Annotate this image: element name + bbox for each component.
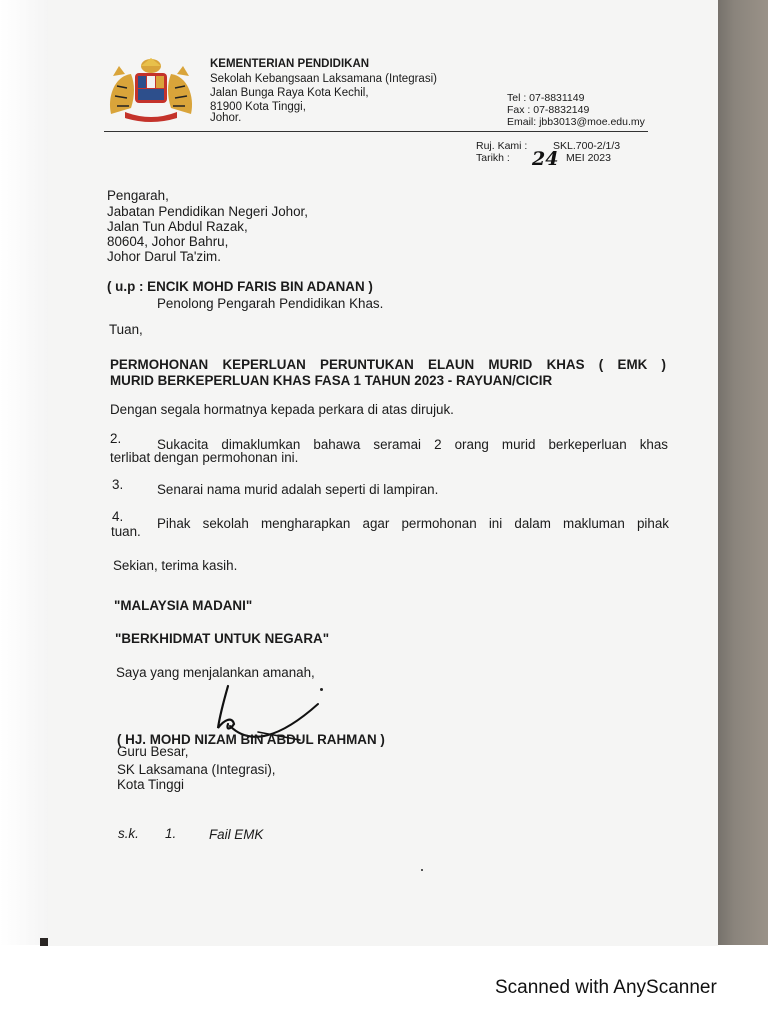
closing-line: Sekian, terima kasih. (113, 558, 238, 573)
ink-dot (320, 688, 323, 691)
paragraph-2-line-2: terlibat dengan permohonan ini. (110, 450, 299, 465)
paper-speck (421, 869, 423, 871)
signoff-trust: Saya yang menjalankan amanah, (116, 665, 315, 680)
attention-position: Penolong Pengarah Pendidikan Khas. (157, 296, 384, 311)
signatory-title: Guru Besar, (117, 744, 189, 759)
recipient-line-1: Pengarah, (107, 188, 169, 203)
paragraph-2-line-1: Sukacita dimaklumkan bahawa seramai 2 orang murid berkeperluan khas (157, 437, 668, 452)
cc-label: s.k. (118, 826, 139, 841)
recipient-line-2: Jabatan Pendidikan Negeri Johor, (107, 204, 308, 219)
ministry-name: KEMENTERIAN PENDIDIKAN (210, 58, 370, 70)
reference-label: Ruj. Kami : (476, 140, 528, 152)
paragraph-3-number: 3. (112, 477, 124, 492)
address-line-3: Johor. (210, 112, 242, 124)
subject-line-2: MURID BERKEPERLUAN KHAS FASA 1 TAHUN 2023 - RAYUAN/CICIR (110, 373, 553, 388)
school-name: Sekolah Kebangsaan Laksamana (Integrasi) (210, 73, 437, 85)
recipient-line-3: Jalan Tun Abdul Razak, (107, 219, 248, 234)
recipient-line-5: Johor Darul Ta'zim. (107, 249, 221, 264)
scan-edge-right (712, 0, 768, 945)
cc-item: Fail EMK (209, 827, 264, 842)
slogan-malaysia-madani: "MALAYSIA MADANI" (114, 598, 253, 613)
recipient-line-4: 80604, Johor Bahru, (107, 234, 229, 249)
address-line-1: Jalan Bunga Raya Kota Kechil, (210, 87, 369, 99)
signatory-school: SK Laksamana (Integrasi), (117, 762, 276, 777)
subject-line-1: PERMOHONAN KEPERLUAN PERUNTUKAN ELAUN MURID KHAS ( EMK ) (110, 357, 666, 372)
paragraph-4-number: 4. (112, 509, 124, 524)
attention-line: ( u.p : ENCIK MOHD FARIS BIN ADANAN ) (107, 279, 373, 294)
paragraph-1: Dengan segala hormatnya kepada perkara di atas dirujuk. (110, 402, 454, 417)
date-label: Tarikh : (476, 152, 510, 164)
salutation: Tuan, (109, 322, 143, 337)
reference-value: SKL.700-2/1/3 (553, 140, 621, 152)
date-day-handwritten: 24 (532, 148, 559, 170)
paragraph-4-line-2: tuan. (111, 524, 141, 539)
email-address: Email: jbb3013@moe.edu.my (507, 116, 645, 128)
paragraph-3: Senarai nama murid adalah seperti di lampiran. (157, 482, 439, 497)
tel-number: Tel : 07-8831149 (507, 92, 585, 104)
slogan-berkhidmat: "BERKHIDMAT UNTUK NEGARA" (115, 631, 330, 646)
signatory-place: Kota Tinggi (117, 777, 184, 792)
date-month-year: MEI 2023 (566, 152, 611, 164)
scanner-watermark: Scanned with AnyScanner (495, 977, 717, 998)
paragraph-4-line-1: Pihak sekolah mengharapkan agar permohonan ini dalam makluman pihak (157, 516, 669, 531)
fax-number: Fax : 07-8832149 (507, 104, 590, 116)
header-divider (104, 131, 648, 132)
paragraph-2-number: 2. (110, 431, 122, 446)
signatory-name: ( HJ. MOHD NIZAM BIN ABDUL RAHMAN ) (117, 732, 385, 747)
scan-margin-left (0, 0, 50, 945)
coat-of-arms-icon (105, 56, 197, 122)
address-line-2: 81900 Kota Tinggi, (210, 101, 306, 113)
cc-number: 1. (165, 826, 177, 841)
